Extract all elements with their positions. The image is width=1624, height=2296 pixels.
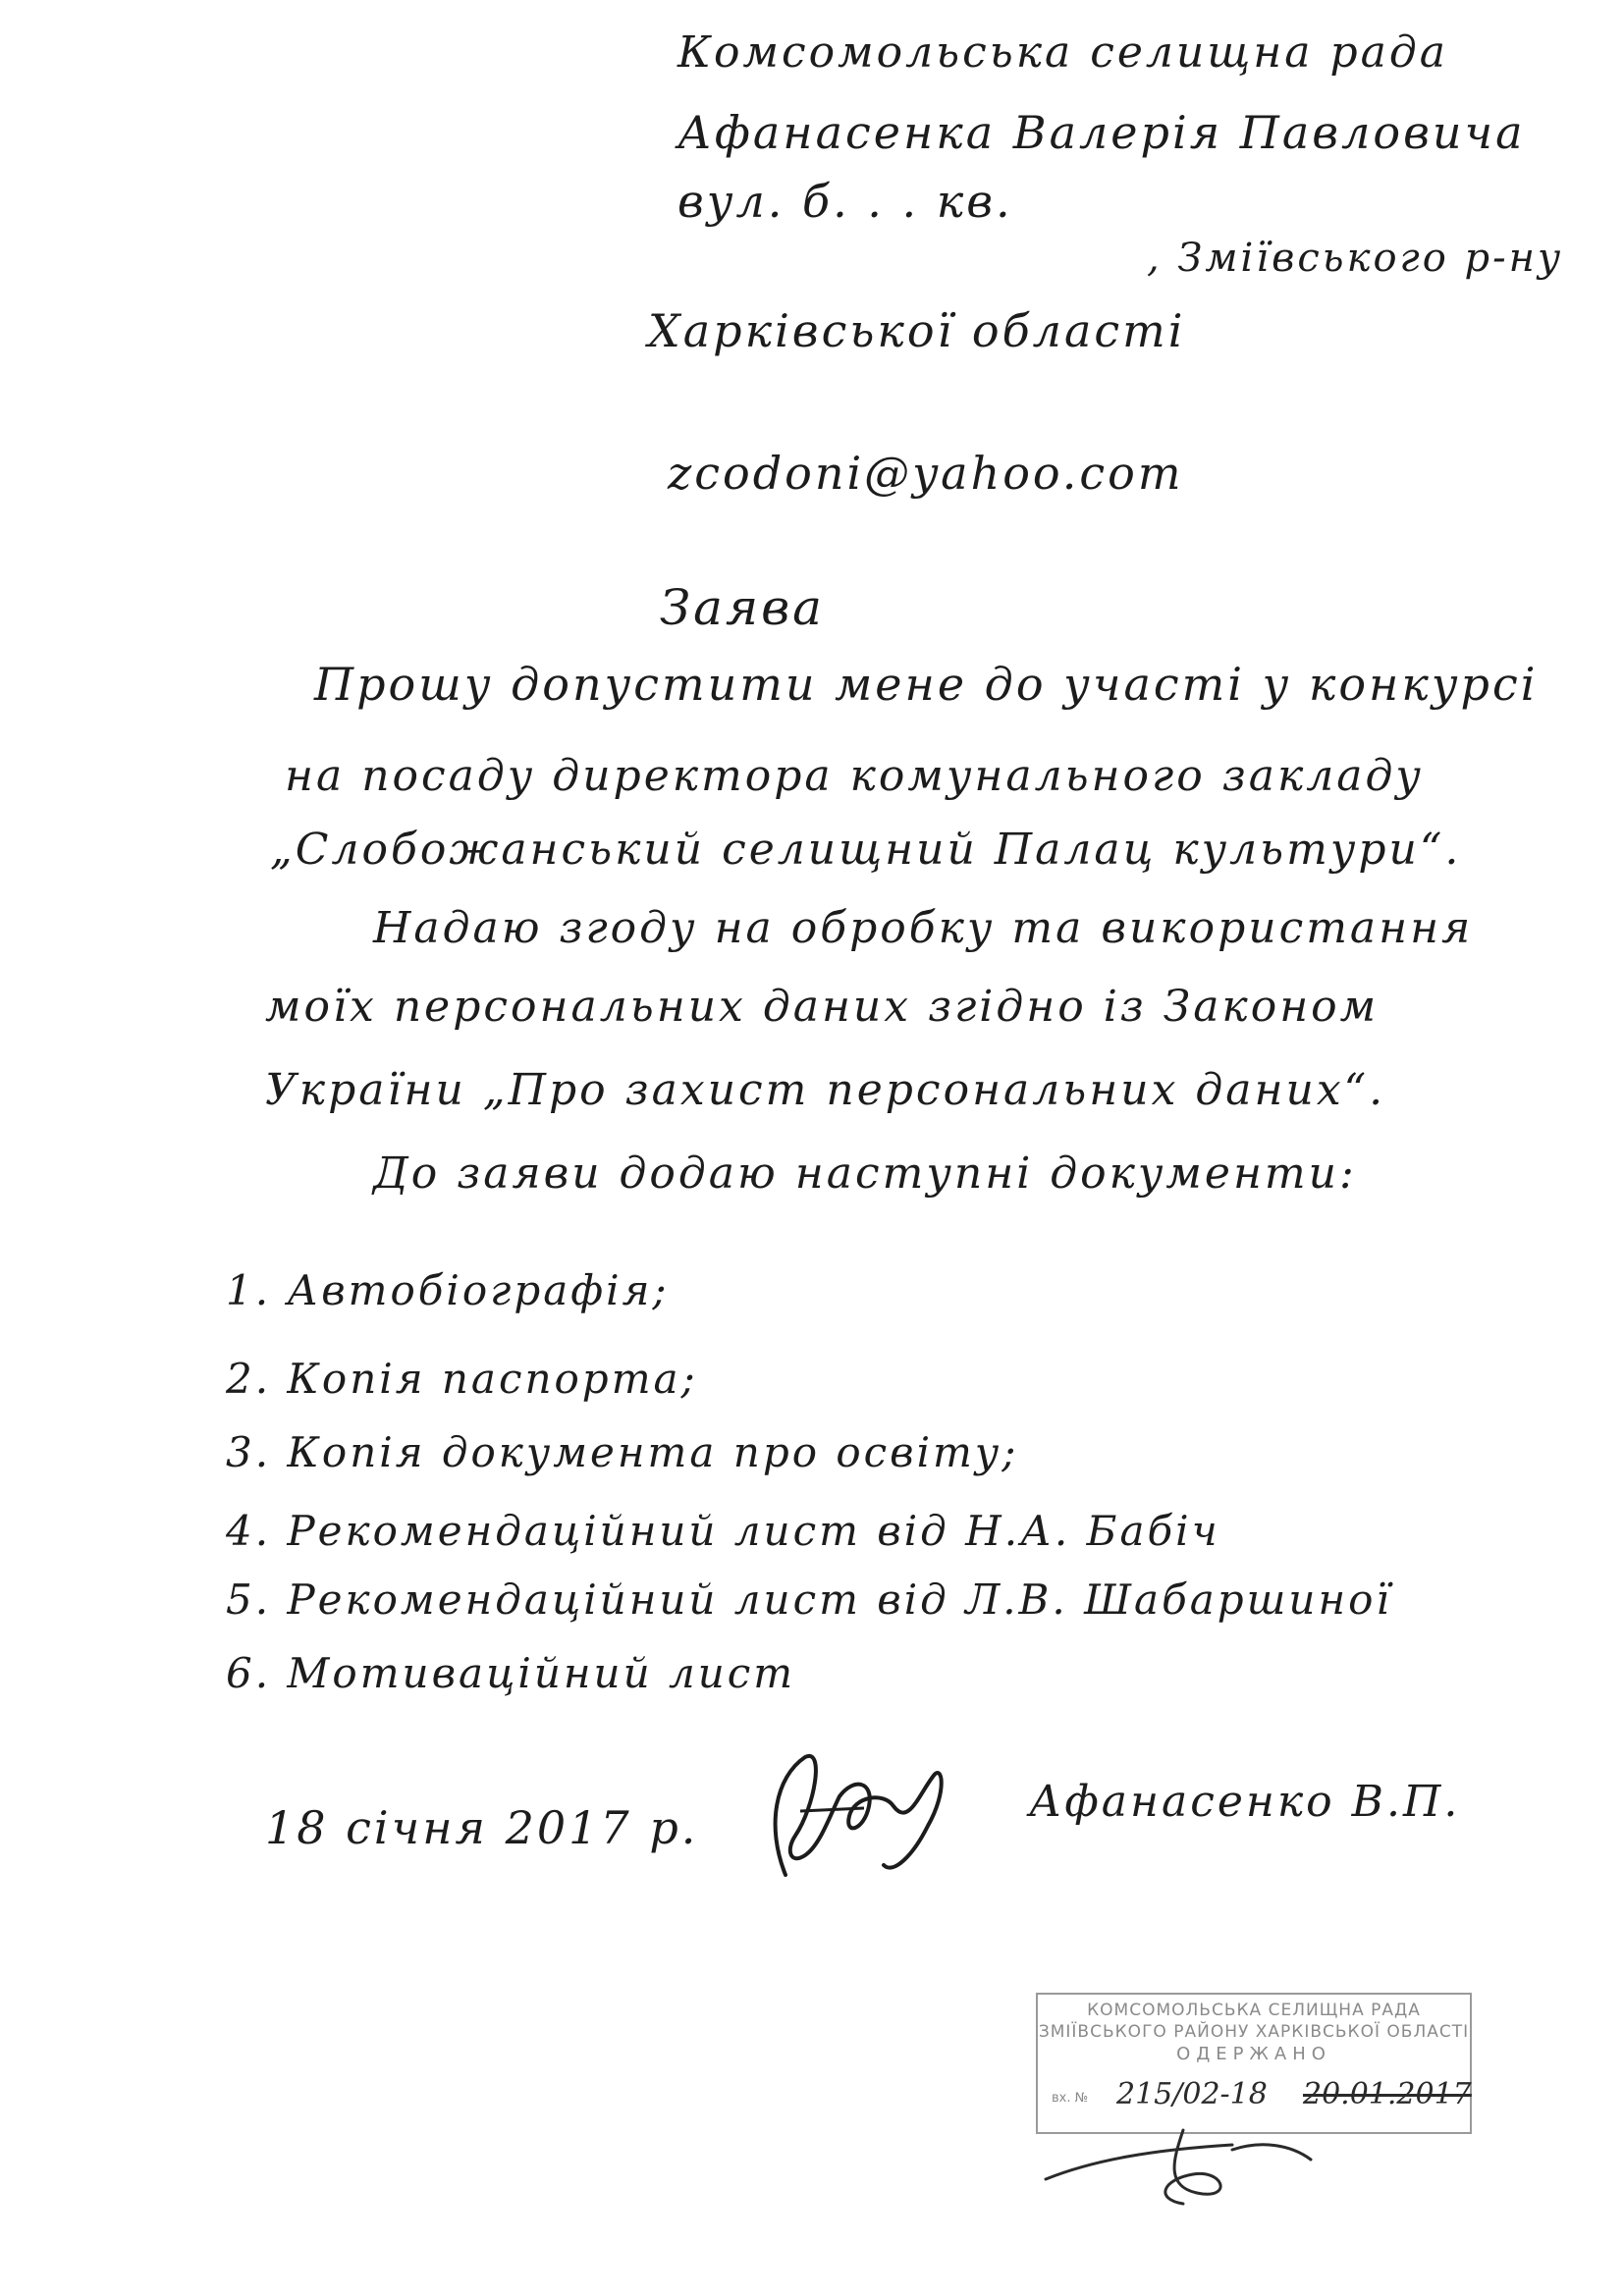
body-line: на посаду директора комунального закладу (285, 751, 1424, 801)
stamp-registration-row (1038, 2077, 1470, 2116)
applicant-name: Афанасенка Валерія Павловича (677, 106, 1526, 159)
body-line: України „Про захист персональних даних“. (265, 1065, 1386, 1115)
recipient-line: Комсомольська селищна рада (677, 27, 1448, 78)
stamp-registration-number: 215/02-18 (1116, 2077, 1268, 2111)
attachment-item: 1. Автобіографія; (226, 1266, 670, 1314)
applicant-region: Харківської області (648, 304, 1186, 357)
attachment-item: 3. Копія документа про освіту; (226, 1428, 1019, 1476)
stamp-org-line: КОМСОМОЛЬСЬКА СЕЛИЩНА РАДА (1087, 2001, 1421, 2020)
body-line: До заяви додаю наступні документи: (373, 1148, 1357, 1199)
attachment-item: 6. Мотиваційний лист (226, 1649, 796, 1697)
signature-date: 18 січня 2017 р. (265, 1801, 699, 1854)
stamp-district-line: ЗМІЇВСЬКОГО РАЙОНУ ХАРКІВСЬКОЇ ОБЛАСТІ (1038, 2022, 1470, 2042)
applicant-email: zcodoni@yahoo.com (668, 447, 1184, 500)
stamp-number-label: вх. № (1052, 2091, 1089, 2106)
registration-stamp (1036, 1993, 1472, 2134)
stamp-registration-date: 20.01.2017 (1303, 2077, 1472, 2111)
handwritten-signature (746, 1737, 982, 1885)
attachment-item: 5. Рекомендаційний лист від Л.В. Шабаршиної (226, 1575, 1392, 1624)
body-line: моїх персональних даних згідно із Законом (265, 982, 1380, 1032)
applicant-street: вул. б. . . кв. (677, 175, 1013, 228)
attachment-item: 2. Копія паспорта; (226, 1355, 698, 1403)
body-line: Надаю згоду на обробку та використання (373, 903, 1474, 953)
body-line: Прошу допустити мене до участі у конкурсі (314, 658, 1539, 711)
applicant-signature-name: Афанасенко В.П. (1029, 1777, 1461, 1827)
attachment-item: 4. Рекомендаційний лист від Н.А. Бабіч (226, 1507, 1220, 1555)
body-line: „Слобожанський селищний Палац культури“. (270, 825, 1462, 875)
applicant-district: , Зміївського р-ну (1147, 236, 1564, 281)
stamp-received-label: ОДЕРЖАНО (1176, 2044, 1331, 2064)
stamp-signature (1036, 2120, 1330, 2209)
document-title: Заява (660, 579, 825, 636)
